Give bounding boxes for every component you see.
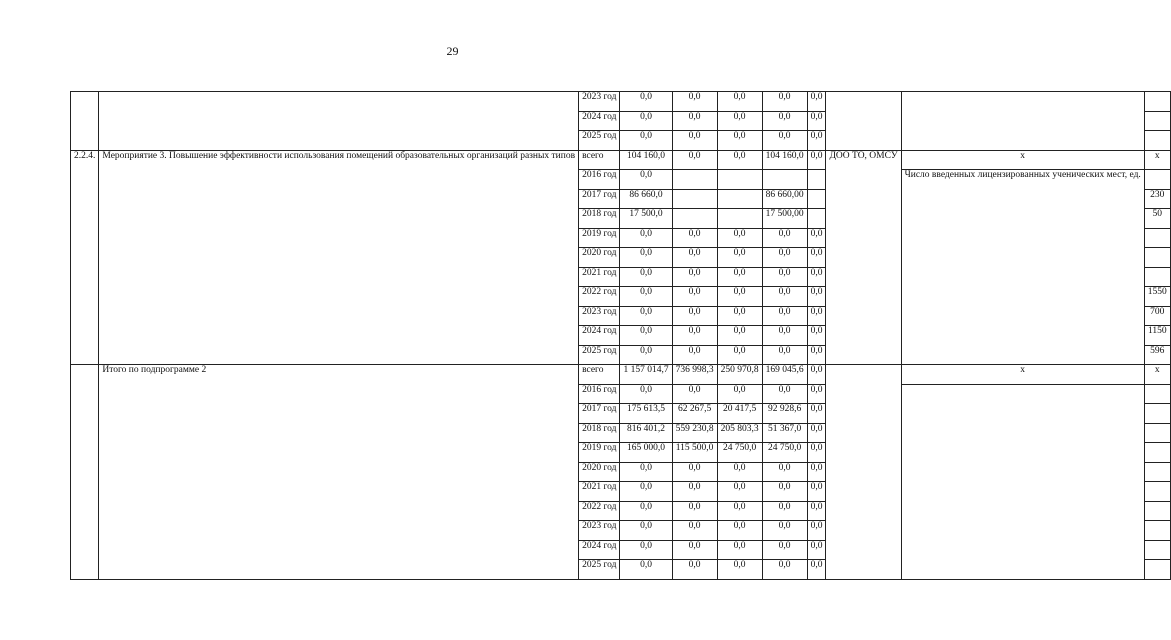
total-amount-cell: 104 160,0 [620,150,672,170]
total-amount-cell: 0,0 [620,267,672,287]
period-cell: 2016 год [579,170,620,190]
total-amount-cell: 0,0 [620,111,672,131]
regional-amount-cell: 0,0 [717,560,762,580]
local-amount-cell: 0,0 [762,501,807,521]
total-amount-cell: 86 660,0 [620,189,672,209]
total-amount-cell: 0,0 [620,326,672,346]
total-amount-cell: 0,0 [620,306,672,326]
federal-amount-cell: 0,0 [672,326,717,346]
regional-amount-cell [717,170,762,190]
federal-amount-cell: 0,0 [672,111,717,131]
total-amount-cell: 0,0 [620,560,672,580]
regional-amount-cell: 0,0 [717,131,762,151]
local-amount-cell: 24 750,0 [762,443,807,463]
target-value-cell [1144,404,1170,424]
target-value-cell [1144,267,1170,287]
other-amount-cell [807,170,826,190]
total-amount-cell: 0,0 [620,384,672,404]
budget-table [70,91,1171,580]
total-amount-cell: 0,0 [620,540,672,560]
target-value-cell [1144,482,1170,502]
federal-amount-cell: 0,0 [672,345,717,365]
other-amount-cell [807,189,826,209]
total-amount-cell: 17 500,0 [620,209,672,229]
regional-amount-cell: 0,0 [717,482,762,502]
total-amount-cell: 0,0 [620,170,672,190]
local-amount-cell: 0,0 [762,267,807,287]
regional-amount-cell: 0,0 [717,540,762,560]
federal-amount-cell [672,170,717,190]
other-amount-cell: 0,0 [807,111,826,131]
federal-amount-cell: 0,0 [672,540,717,560]
local-amount-cell: 17 500,00 [762,209,807,229]
federal-amount-cell: 0,0 [672,131,717,151]
period-cell: всего [579,150,620,170]
other-amount-cell: 0,0 [807,365,826,385]
other-amount-cell: 0,0 [807,92,826,112]
federal-amount-cell: 0,0 [672,462,717,482]
target-value-cell: х [1144,150,1170,170]
target-value-cell [1144,228,1170,248]
target-value-cell [1144,521,1170,541]
total-amount-cell: 175 613,5 [620,404,672,424]
period-cell: 2022 год [579,287,620,307]
target-value-cell [1144,423,1170,443]
local-amount-cell: 0,0 [762,540,807,560]
indicator-name-cell [901,92,1144,151]
period-cell: 2024 год [579,540,620,560]
regional-amount-cell [717,209,762,229]
total-amount-cell: 816 401,2 [620,423,672,443]
total-amount-cell: 0,0 [620,462,672,482]
table-row [71,365,1171,385]
regional-amount-cell: 205 803,3 [717,423,762,443]
regional-amount-cell: 0,0 [717,228,762,248]
period-cell: 2017 год [579,404,620,424]
other-amount-cell: 0,0 [807,345,826,365]
total-amount-cell: 0,0 [620,287,672,307]
target-value-cell [1144,384,1170,404]
period-cell: 2021 год [579,482,620,502]
period-cell: 2020 год [579,248,620,268]
federal-amount-cell: 0,0 [672,228,717,248]
local-amount-cell: 0,0 [762,482,807,502]
regional-amount-cell: 0,0 [717,92,762,112]
local-amount-cell: 0,0 [762,111,807,131]
other-amount-cell: 0,0 [807,501,826,521]
period-cell: 2024 год [579,111,620,131]
federal-amount-cell [672,209,717,229]
other-amount-cell: 0,0 [807,423,826,443]
table-row [71,92,1171,112]
target-value-cell: 596 [1144,345,1170,365]
federal-amount-cell: 0,0 [672,248,717,268]
item-name [99,92,579,151]
other-amount-cell: 0,0 [807,404,826,424]
period-cell: 2016 год [579,384,620,404]
federal-amount-cell: 0,0 [672,287,717,307]
period-cell: 2024 год [579,326,620,346]
regional-amount-cell: 0,0 [717,267,762,287]
target-value-cell [1144,92,1170,112]
other-amount-cell: 0,0 [807,228,826,248]
period-cell: 2018 год [579,209,620,229]
local-amount-cell: 0,0 [762,521,807,541]
period-cell: 2018 год [579,423,620,443]
period-cell: 2025 год [579,345,620,365]
item-name: Итого по подпрограмме 2 [99,365,579,580]
total-amount-cell: 0,0 [620,131,672,151]
indicator-header-cell: х [901,150,1144,170]
other-amount-cell: 0,0 [807,521,826,541]
target-value-cell [1144,462,1170,482]
period-cell: всего [579,365,620,385]
period-cell: 2022 год [579,501,620,521]
total-amount-cell: 0,0 [620,482,672,502]
other-amount-cell: 0,0 [807,560,826,580]
executor-cell [826,365,901,580]
other-amount-cell [807,209,826,229]
item-name: Мероприятие 3. Повышение эффективности использования помещений образовательных организаций разных типов [99,150,579,365]
regional-amount-cell: 0,0 [717,462,762,482]
regional-amount-cell: 0,0 [717,501,762,521]
federal-amount-cell: 62 267,5 [672,404,717,424]
federal-amount-cell: 0,0 [672,384,717,404]
local-amount-cell: 0,0 [762,326,807,346]
target-value-cell [1144,248,1170,268]
regional-amount-cell: 20 417,5 [717,404,762,424]
federal-amount-cell: 0,0 [672,521,717,541]
target-value-cell [1144,560,1170,580]
other-amount-cell: 0,0 [807,287,826,307]
federal-amount-cell [672,189,717,209]
local-amount-cell: 0,0 [762,131,807,151]
regional-amount-cell: 24 750,0 [717,443,762,463]
target-value-cell [1144,540,1170,560]
target-value-cell: 230 [1144,189,1170,209]
federal-amount-cell: 0,0 [672,92,717,112]
other-amount-cell: 0,0 [807,326,826,346]
local-amount-cell: 0,0 [762,462,807,482]
item-code [71,92,99,151]
local-amount-cell: 0,0 [762,306,807,326]
regional-amount-cell: 0,0 [717,326,762,346]
target-value-cell: 1150 [1144,326,1170,346]
local-amount-cell: 0,0 [762,92,807,112]
regional-amount-cell: 0,0 [717,345,762,365]
federal-amount-cell: 736 998,3 [672,365,717,385]
federal-amount-cell: 0,0 [672,150,717,170]
local-amount-cell: 0,0 [762,560,807,580]
table-body [71,92,1171,580]
local-amount-cell: 104 160,0 [762,150,807,170]
total-amount-cell: 0,0 [620,521,672,541]
regional-amount-cell: 0,0 [717,306,762,326]
federal-amount-cell: 0,0 [672,306,717,326]
regional-amount-cell: 0,0 [717,287,762,307]
other-amount-cell: 0,0 [807,540,826,560]
target-value-cell [1144,131,1170,151]
total-amount-cell: 0,0 [620,228,672,248]
regional-amount-cell: 250 970,8 [717,365,762,385]
page-number: 29 [446,44,459,58]
target-value-cell [1144,111,1170,131]
indicator-header-cell: х [901,365,1144,385]
other-amount-cell: 0,0 [807,462,826,482]
federal-amount-cell: 0,0 [672,267,717,287]
executor-cell: ДОО ТО, ОМСУ [826,150,901,365]
local-amount-cell: 0,0 [762,287,807,307]
indicator-name-cell [901,384,1144,579]
target-value-cell [1144,501,1170,521]
local-amount-cell: 169 045,6 [762,365,807,385]
local-amount-cell: 0,0 [762,228,807,248]
target-value-cell: х [1144,365,1170,385]
item-code: 2.2.4. [71,150,99,365]
total-amount-cell: 165 000,0 [620,443,672,463]
indicator-name-cell: Число введенных лицензированных ученических мест, ед. [901,170,1144,365]
federal-amount-cell: 0,0 [672,482,717,502]
total-amount-cell: 0,0 [620,248,672,268]
table-row [71,150,1171,170]
other-amount-cell: 0,0 [807,150,826,170]
total-amount-cell: 0,0 [620,345,672,365]
total-amount-cell: 0,0 [620,501,672,521]
target-value-cell: 700 [1144,306,1170,326]
period-cell: 2019 год [579,228,620,248]
target-value-cell [1144,170,1170,190]
regional-amount-cell: 0,0 [717,111,762,131]
local-amount-cell: 0,0 [762,345,807,365]
local-amount-cell: 0,0 [762,384,807,404]
other-amount-cell: 0,0 [807,384,826,404]
other-amount-cell: 0,0 [807,443,826,463]
executor-cell [826,92,901,151]
regional-amount-cell: 0,0 [717,384,762,404]
other-amount-cell: 0,0 [807,306,826,326]
federal-amount-cell: 115 500,0 [672,443,717,463]
local-amount-cell: 0,0 [762,248,807,268]
target-value-cell: 1550 [1144,287,1170,307]
period-cell: 2021 год [579,267,620,287]
local-amount-cell [762,170,807,190]
other-amount-cell: 0,0 [807,131,826,151]
period-cell: 2017 год [579,189,620,209]
local-amount-cell: 86 660,00 [762,189,807,209]
regional-amount-cell: 0,0 [717,150,762,170]
period-cell: 2025 год [579,131,620,151]
period-cell: 2019 год [579,443,620,463]
regional-amount-cell: 0,0 [717,521,762,541]
regional-amount-cell [717,189,762,209]
other-amount-cell: 0,0 [807,248,826,268]
local-amount-cell: 92 928,6 [762,404,807,424]
item-code [71,365,99,580]
period-cell: 2020 год [579,462,620,482]
local-amount-cell: 51 367,0 [762,423,807,443]
total-amount-cell: 1 157 014,7 [620,365,672,385]
federal-amount-cell: 559 230,8 [672,423,717,443]
period-cell: 2023 год [579,521,620,541]
regional-amount-cell: 0,0 [717,248,762,268]
federal-amount-cell: 0,0 [672,560,717,580]
total-amount-cell: 0,0 [620,92,672,112]
target-value-cell: 50 [1144,209,1170,229]
other-amount-cell: 0,0 [807,267,826,287]
federal-amount-cell: 0,0 [672,501,717,521]
target-value-cell [1144,443,1170,463]
period-cell: 2025 год [579,560,620,580]
period-cell: 2023 год [579,92,620,112]
other-amount-cell: 0,0 [807,482,826,502]
period-cell: 2023 год [579,306,620,326]
